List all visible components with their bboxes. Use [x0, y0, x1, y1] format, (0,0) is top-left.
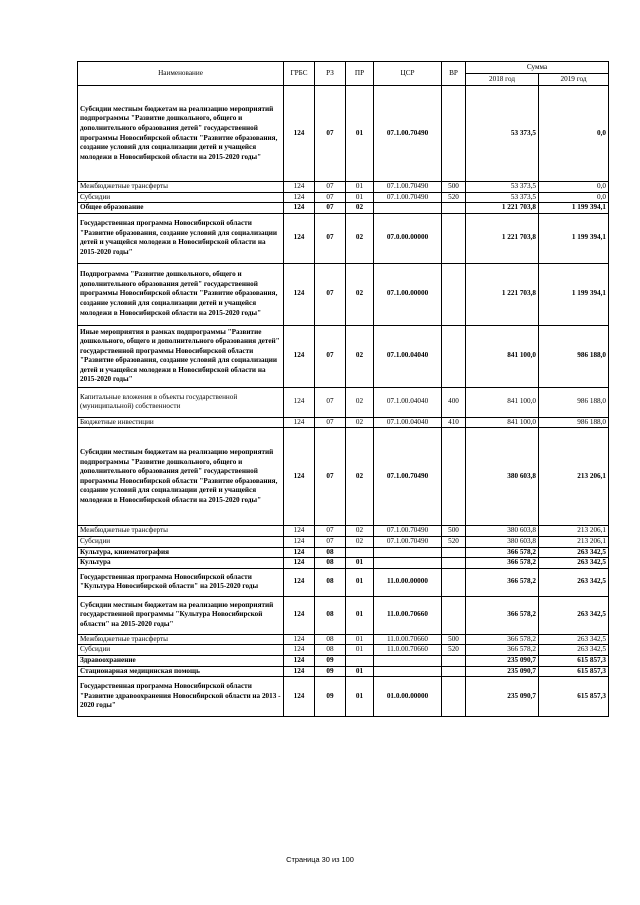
- cell-rz: 08: [315, 568, 346, 596]
- cell-rz: 09: [315, 666, 346, 677]
- cell-pr: 01: [346, 568, 374, 596]
- cell-grbs: 124: [284, 182, 315, 193]
- cell-rz: 07: [315, 387, 346, 417]
- cell-name: Субсидии: [78, 192, 284, 203]
- cell-pr: 02: [346, 325, 374, 387]
- cell-name: Государственная программа Новосибирской области "Развитие образования, создание условий для социализации детей и учащейся молодежи в Новосибирской области на 2015-2020 годы": [78, 213, 284, 263]
- cell-grbs: 124: [284, 86, 315, 182]
- cell-rz: 07: [315, 203, 346, 214]
- header-rz: РЗ: [315, 62, 346, 86]
- cell-2019: 1 199 394,1: [539, 203, 609, 214]
- cell-name: Субсидии: [78, 645, 284, 656]
- cell-vr: [442, 325, 466, 387]
- table-row: [78, 666, 609, 677]
- cell-grbs: 124: [284, 428, 315, 526]
- cell-csr: 11.0.00.00000: [374, 568, 442, 596]
- cell-2019: 263 342,5: [539, 645, 609, 656]
- cell-grbs: 124: [284, 666, 315, 677]
- cell-grbs: 124: [284, 596, 315, 634]
- cell-vr: 500: [442, 526, 466, 537]
- cell-vr: [442, 213, 466, 263]
- cell-2018: 1 221 703,8: [466, 203, 539, 214]
- cell-2018: 380 603,8: [466, 526, 539, 537]
- table-header: [78, 62, 609, 86]
- table-row: [78, 428, 609, 526]
- cell-name: Здравоохранение: [78, 655, 284, 666]
- table-row: [78, 387, 609, 417]
- cell-2018: 366 578,2: [466, 596, 539, 634]
- cell-vr: [442, 203, 466, 214]
- cell-grbs: 124: [284, 536, 315, 547]
- cell-vr: 400: [442, 387, 466, 417]
- cell-csr: 07.1.00.04040: [374, 325, 442, 387]
- cell-grbs: 124: [284, 655, 315, 666]
- cell-name: Подпрограмма "Развитие дошкольного, общего и дополнительного образования детей" государственной программы Новосибирской области "Развитие образования, создание условий для социализации детей и учащейся молодежи в Новосибирской области на 2015-2020 годы": [78, 263, 284, 325]
- table-row: [78, 677, 609, 717]
- cell-csr: 07.1.00.70490: [374, 192, 442, 203]
- cell-csr: [374, 655, 442, 666]
- cell-rz: 08: [315, 547, 346, 558]
- cell-2019: 1 199 394,1: [539, 263, 609, 325]
- cell-rz: 07: [315, 263, 346, 325]
- cell-2018: 53 373,5: [466, 192, 539, 203]
- cell-grbs: 124: [284, 325, 315, 387]
- cell-vr: [442, 263, 466, 325]
- table-row: [78, 536, 609, 547]
- cell-rz: 08: [315, 645, 346, 656]
- cell-vr: 410: [442, 417, 466, 428]
- table-row: [78, 547, 609, 558]
- cell-pr: [346, 655, 374, 666]
- table-row: [78, 596, 609, 634]
- cell-2019: 1 199 394,1: [539, 213, 609, 263]
- cell-csr: 07.1.00.70490: [374, 536, 442, 547]
- table-row: [78, 182, 609, 193]
- cell-vr: [442, 677, 466, 717]
- cell-rz: 07: [315, 86, 346, 182]
- cell-2019: 213 206,1: [539, 536, 609, 547]
- cell-rz: 08: [315, 596, 346, 634]
- cell-2019: 263 342,5: [539, 596, 609, 634]
- table-row: [78, 568, 609, 596]
- cell-name: Государственная программа Новосибирской области "Развитие здравоохранения Новосибирской области на 2013 - 2020 годы": [78, 677, 284, 717]
- cell-2018: 366 578,2: [466, 634, 539, 645]
- cell-name: Межбюджетные трансферты: [78, 526, 284, 537]
- cell-vr: 500: [442, 634, 466, 645]
- cell-rz: 07: [315, 192, 346, 203]
- cell-grbs: 124: [284, 645, 315, 656]
- cell-rz: 09: [315, 677, 346, 717]
- cell-vr: [442, 558, 466, 569]
- cell-rz: 09: [315, 655, 346, 666]
- cell-name: Субсидии местным бюджетам на реализацию мероприятий подпрограммы "Развитие дошкольного, общего и дополнительного образования детей" государственной программы Новосибирской области "Развитие образования, создание условий для социализации детей и учащейся молодежи в Новосибирской области на 2015-2020 годы": [78, 86, 284, 182]
- cell-2018: 841 100,0: [466, 387, 539, 417]
- cell-2019: 263 342,5: [539, 547, 609, 558]
- cell-pr: 01: [346, 645, 374, 656]
- cell-csr: 07.1.00.70490: [374, 526, 442, 537]
- cell-2019: 263 342,5: [539, 558, 609, 569]
- cell-pr: 01: [346, 192, 374, 203]
- cell-2018: 841 100,0: [466, 325, 539, 387]
- table-row: [78, 263, 609, 325]
- cell-2019: 986 188,0: [539, 417, 609, 428]
- cell-name: Субсидии: [78, 536, 284, 547]
- cell-rz: 08: [315, 558, 346, 569]
- cell-pr: 01: [346, 677, 374, 717]
- cell-csr: [374, 558, 442, 569]
- cell-pr: 02: [346, 428, 374, 526]
- cell-csr: 07.1.00.04040: [374, 417, 442, 428]
- cell-rz: 07: [315, 428, 346, 526]
- cell-rz: 07: [315, 213, 346, 263]
- cell-2019: 986 188,0: [539, 387, 609, 417]
- cell-csr: 07.1.00.00000: [374, 263, 442, 325]
- cell-csr: 01.0.00.00000: [374, 677, 442, 717]
- cell-vr: [442, 655, 466, 666]
- cell-csr: 07.1.00.70490: [374, 182, 442, 193]
- cell-name: Стационарная медицинская помощь: [78, 666, 284, 677]
- cell-name: Бюджетные инвестиции: [78, 417, 284, 428]
- cell-2018: 235 090,7: [466, 677, 539, 717]
- cell-2018: 53 373,5: [466, 182, 539, 193]
- cell-2018: 841 100,0: [466, 417, 539, 428]
- cell-2019: 615 857,3: [539, 677, 609, 717]
- table-row: [78, 558, 609, 569]
- table-row: [78, 86, 609, 182]
- cell-vr: [442, 596, 466, 634]
- cell-grbs: 124: [284, 547, 315, 558]
- table-body: [78, 86, 609, 717]
- cell-pr: 02: [346, 536, 374, 547]
- cell-2018: 366 578,2: [466, 547, 539, 558]
- table-row: [78, 417, 609, 428]
- cell-vr: 520: [442, 645, 466, 656]
- cell-name: Межбюджетные трансферты: [78, 182, 284, 193]
- cell-csr: 11.0.00.70660: [374, 596, 442, 634]
- header-csr: ЦСР: [374, 62, 442, 86]
- header-vr: ВР: [442, 62, 466, 86]
- cell-grbs: 124: [284, 634, 315, 645]
- cell-name: Государственная программа Новосибирской области "Культура Новосибирской области" на 2015-2020 годы: [78, 568, 284, 596]
- cell-2019: 615 857,3: [539, 666, 609, 677]
- header-year-2019: 2019 год: [539, 74, 609, 86]
- cell-rz: 07: [315, 325, 346, 387]
- cell-grbs: 124: [284, 558, 315, 569]
- header-name: Наименование: [78, 62, 284, 86]
- cell-pr: 01: [346, 666, 374, 677]
- cell-2019: 986 188,0: [539, 325, 609, 387]
- cell-pr: 02: [346, 526, 374, 537]
- cell-2018: 366 578,2: [466, 568, 539, 596]
- cell-pr: 02: [346, 213, 374, 263]
- cell-2018: 235 090,7: [466, 655, 539, 666]
- cell-2019: 0,0: [539, 86, 609, 182]
- cell-2018: 380 603,8: [466, 536, 539, 547]
- cell-name: Капитальные вложения в объекты государственной (муниципальной) собственности: [78, 387, 284, 417]
- cell-vr: [442, 666, 466, 677]
- cell-pr: 01: [346, 182, 374, 193]
- cell-name: Межбюджетные трансферты: [78, 634, 284, 645]
- cell-csr: [374, 666, 442, 677]
- cell-2018: 53 373,5: [466, 86, 539, 182]
- cell-csr: 11.0.00.70660: [374, 634, 442, 645]
- cell-vr: [442, 86, 466, 182]
- cell-name: Культура, кинематография: [78, 547, 284, 558]
- cell-2019: 0,0: [539, 192, 609, 203]
- header-year-2018: 2018 год: [466, 74, 539, 86]
- cell-grbs: 124: [284, 677, 315, 717]
- cell-2018: 366 578,2: [466, 558, 539, 569]
- table-row: [78, 192, 609, 203]
- cell-2019: 263 342,5: [539, 568, 609, 596]
- cell-2018: 1 221 703,8: [466, 213, 539, 263]
- cell-csr: 11.0.00.70660: [374, 645, 442, 656]
- cell-csr: [374, 203, 442, 214]
- table-row: [78, 203, 609, 214]
- cell-2018: 1 221 703,8: [466, 263, 539, 325]
- cell-csr: 07.0.00.00000: [374, 213, 442, 263]
- cell-2019: 213 206,1: [539, 526, 609, 537]
- cell-vr: [442, 547, 466, 558]
- header-sum: Сумма: [466, 62, 609, 74]
- cell-rz: 07: [315, 417, 346, 428]
- table-row: [78, 655, 609, 666]
- cell-vr: 520: [442, 192, 466, 203]
- cell-pr: 01: [346, 634, 374, 645]
- cell-2018: 380 603,8: [466, 428, 539, 526]
- cell-pr: 01: [346, 558, 374, 569]
- cell-rz: 07: [315, 526, 346, 537]
- cell-vr: [442, 428, 466, 526]
- cell-grbs: 124: [284, 417, 315, 428]
- cell-grbs: 124: [284, 192, 315, 203]
- cell-2019: 213 206,1: [539, 428, 609, 526]
- cell-csr: 07.1.00.04040: [374, 387, 442, 417]
- cell-grbs: 124: [284, 213, 315, 263]
- cell-2019: 0,0: [539, 182, 609, 193]
- header-pr: ПР: [346, 62, 374, 86]
- budget-table: [77, 61, 609, 717]
- table-row: [78, 213, 609, 263]
- page-number: Страница 30 из 100: [286, 855, 354, 864]
- cell-name: Общее образование: [78, 203, 284, 214]
- cell-pr: 02: [346, 263, 374, 325]
- table-row: [78, 645, 609, 656]
- header-grbs: ГРБС: [284, 62, 315, 86]
- cell-rz: 07: [315, 182, 346, 193]
- table-row: [78, 325, 609, 387]
- cell-name: Культура: [78, 558, 284, 569]
- cell-grbs: 124: [284, 526, 315, 537]
- cell-2018: 235 090,7: [466, 666, 539, 677]
- cell-2019: 263 342,5: [539, 634, 609, 645]
- cell-rz: 07: [315, 536, 346, 547]
- table-row: [78, 526, 609, 537]
- cell-grbs: 124: [284, 203, 315, 214]
- cell-grbs: 124: [284, 387, 315, 417]
- cell-name: Субсидии местным бюджетам на реализацию мероприятий подпрограммы "Развитие дошкольного, общего и дополнительного образования детей" государственной программы Новосибирской области "Развитие образования, создание условий для социализации детей и учащейся молодежи в Новосибирской области на 2015-2020 годы": [78, 428, 284, 526]
- cell-vr: 500: [442, 182, 466, 193]
- cell-grbs: 124: [284, 568, 315, 596]
- cell-pr: 02: [346, 203, 374, 214]
- cell-2018: 366 578,2: [466, 645, 539, 656]
- cell-name: Субсидии местным бюджетам на реализацию мероприятий государственной программы "Культура Новосибирской области" на 2015-2020 годы": [78, 596, 284, 634]
- cell-csr: 07.1.00.70490: [374, 428, 442, 526]
- table-row: [78, 634, 609, 645]
- cell-name: Иные мероприятия в рамках подпрограммы "Развитие дошкольного, общего и дополнительного образования детей" государственной программы Новосибирской области "Развитие образования, создание условий для социализации детей и учащейся молодежи в Новосибирской области на 2015-2020 годы": [78, 325, 284, 387]
- cell-grbs: 124: [284, 263, 315, 325]
- cell-pr: 01: [346, 596, 374, 634]
- cell-pr: 02: [346, 387, 374, 417]
- cell-pr: 01: [346, 86, 374, 182]
- cell-pr: 02: [346, 417, 374, 428]
- cell-csr: [374, 547, 442, 558]
- cell-2019: 615 857,3: [539, 655, 609, 666]
- cell-rz: 08: [315, 634, 346, 645]
- cell-csr: 07.1.00.70490: [374, 86, 442, 182]
- cell-vr: 520: [442, 536, 466, 547]
- cell-pr: [346, 547, 374, 558]
- cell-vr: [442, 568, 466, 596]
